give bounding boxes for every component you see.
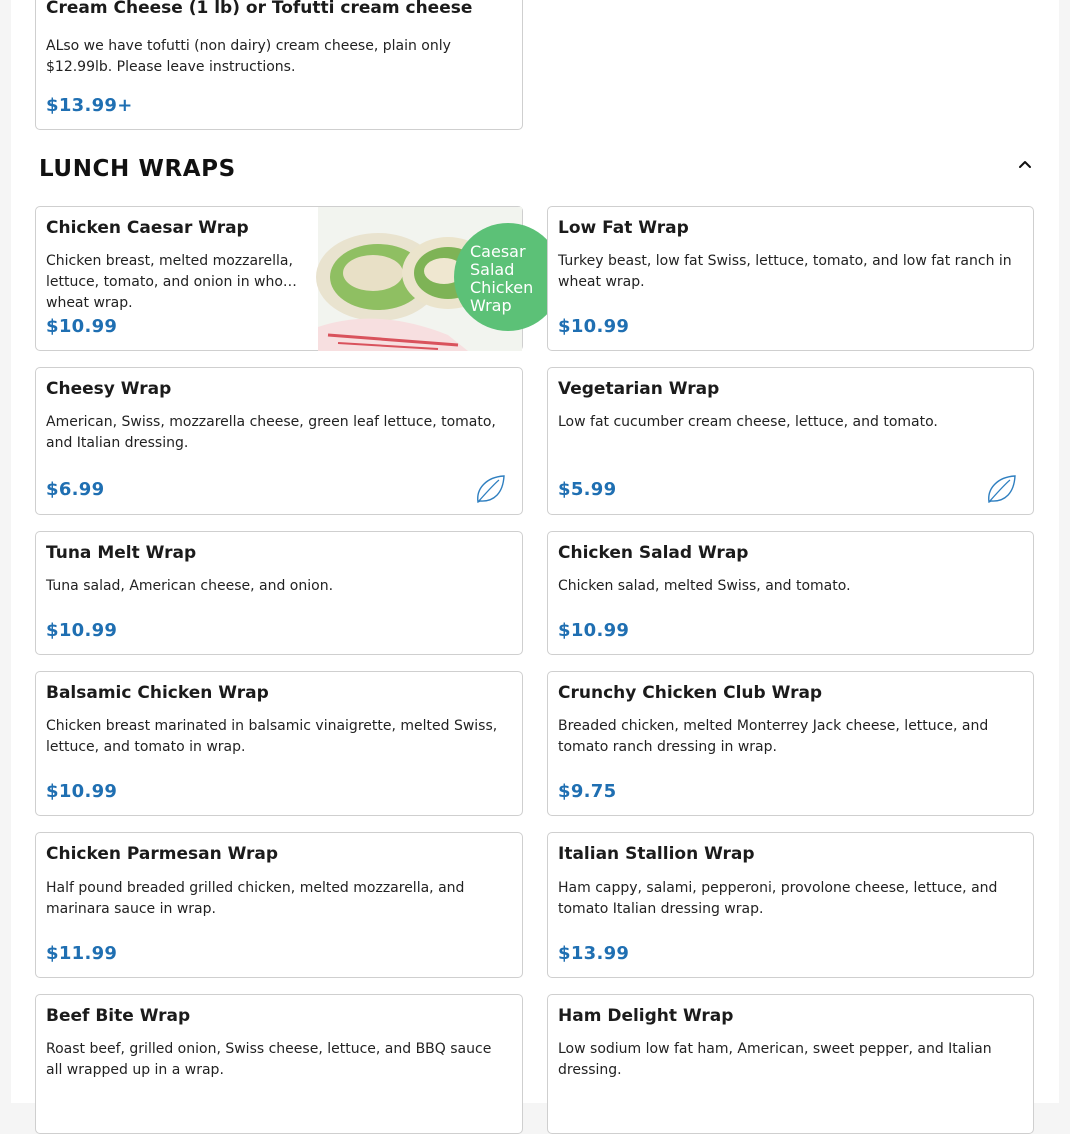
item-name: Tuna Melt Wrap — [46, 543, 197, 563]
image-caption: Wrap — [470, 296, 512, 315]
item-description: Breaded chicken, melted Monterrey Jack cheese, lettuce, and tomato ranch dressing in wrap. — [558, 718, 989, 755]
menu-item-card[interactable] — [35, 994, 523, 1134]
item-description: Half pound breaded grilled chicken, melted mozzarella, and marinara sauce in wrap. — [46, 880, 465, 917]
item-name: Chicken Parmesan Wrap — [46, 844, 279, 864]
item-description: Low sodium low fat ham, American, sweet pepper, and Italian dressing. — [558, 1041, 992, 1078]
item-price: $9.75 — [558, 781, 617, 802]
item-name: Balsamic Chicken Wrap — [46, 683, 269, 703]
item-description: Turkey beast, low fat Swiss, lettuce, tomato, and low fat ranch in wheat wrap. — [558, 253, 1012, 290]
item-name: Ham Delight Wrap — [558, 1006, 734, 1026]
item-name: Cheesy Wrap — [46, 379, 172, 399]
item-description: Chicken salad, melted Swiss, and tomato. — [558, 578, 851, 594]
item-description: Chicken breast, melted mozzarella, lettuce, tomato, and onion in whole wheat wrap. — [46, 253, 296, 311]
item-name: Cream Cheese (1 lb) or Tofutti cream cheese — [46, 0, 473, 18]
item-name: Crunchy Chicken Club Wrap — [558, 683, 823, 703]
item-description: Roast beef, grilled onion, Swiss cheese, lettuce, and BBQ sauce all wrapped up in a wrap. — [46, 1041, 492, 1078]
item-description: American, Swiss, mozzarella cheese, green leaf lettuce, tomato, and Italian dressing. — [46, 414, 496, 451]
item-name: Low Fat Wrap — [558, 218, 689, 238]
image-caption: Caesar — [470, 242, 526, 261]
item-price: $10.99 — [46, 316, 118, 337]
chevron-up-icon[interactable] — [1014, 153, 1036, 175]
item-price: $10.99 — [558, 316, 630, 337]
image-caption: Salad — [470, 260, 515, 279]
menu-item-card[interactable] — [547, 994, 1034, 1134]
item-name: Chicken Caesar Wrap — [46, 218, 249, 238]
vegetarian-leaf-icon — [985, 473, 1017, 505]
item-description: ALso we have tofutti (non dairy) cream cheese, plain only $12.99lb. Please leave instructions. — [46, 38, 451, 75]
item-price: $10.99 — [46, 620, 118, 641]
menu-item-card[interactable] — [35, 671, 523, 816]
item-name: Vegetarian Wrap — [558, 379, 720, 399]
menu-item-card[interactable] — [35, 531, 523, 655]
menu-item-card[interactable] — [547, 367, 1034, 515]
item-name: Chicken Salad Wrap — [558, 543, 749, 563]
menu-item-card[interactable] — [35, 206, 534, 351]
menu-page — [11, 0, 1059, 1103]
menu-item-card[interactable] — [547, 206, 1034, 351]
menu-item-card[interactable] — [547, 531, 1034, 655]
image-caption: Chicken — [470, 278, 534, 297]
item-price: $13.99+ — [46, 95, 133, 116]
vegetarian-leaf-icon — [474, 473, 506, 505]
item-description: Chicken breast marinated in balsamic vinaigrette, melted Swiss, lettuce, and tomato in wrap. — [46, 718, 498, 755]
item-description: Low fat cucumber cream cheese, lettuce, and tomato. — [558, 414, 938, 430]
menu-item-card[interactable] — [547, 671, 1034, 816]
item-description: Tuna salad, American cheese, and onion. — [46, 578, 334, 594]
item-price: $11.99 — [46, 943, 118, 964]
item-price: $10.99 — [558, 620, 630, 641]
item-price: $13.99 — [558, 943, 630, 964]
item-price: $5.99 — [558, 479, 617, 500]
menu-item-card[interactable] — [35, 0, 523, 130]
item-price: $6.99 — [46, 479, 105, 500]
menu-item-card[interactable] — [35, 367, 523, 515]
item-name: Italian Stallion Wrap — [558, 844, 755, 864]
item-description: Ham cappy, salami, pepperoni, provolone cheese, lettuce, and tomato Italian dressing wrap. — [558, 880, 998, 917]
menu-item-card[interactable] — [35, 832, 523, 978]
menu-item-card[interactable] — [547, 832, 1034, 978]
section-title: LUNCH WRAPS — [39, 156, 236, 182]
item-name: Beef Bite Wrap — [46, 1006, 191, 1026]
item-image — [318, 207, 534, 351]
item-price: $10.99 — [46, 781, 118, 802]
